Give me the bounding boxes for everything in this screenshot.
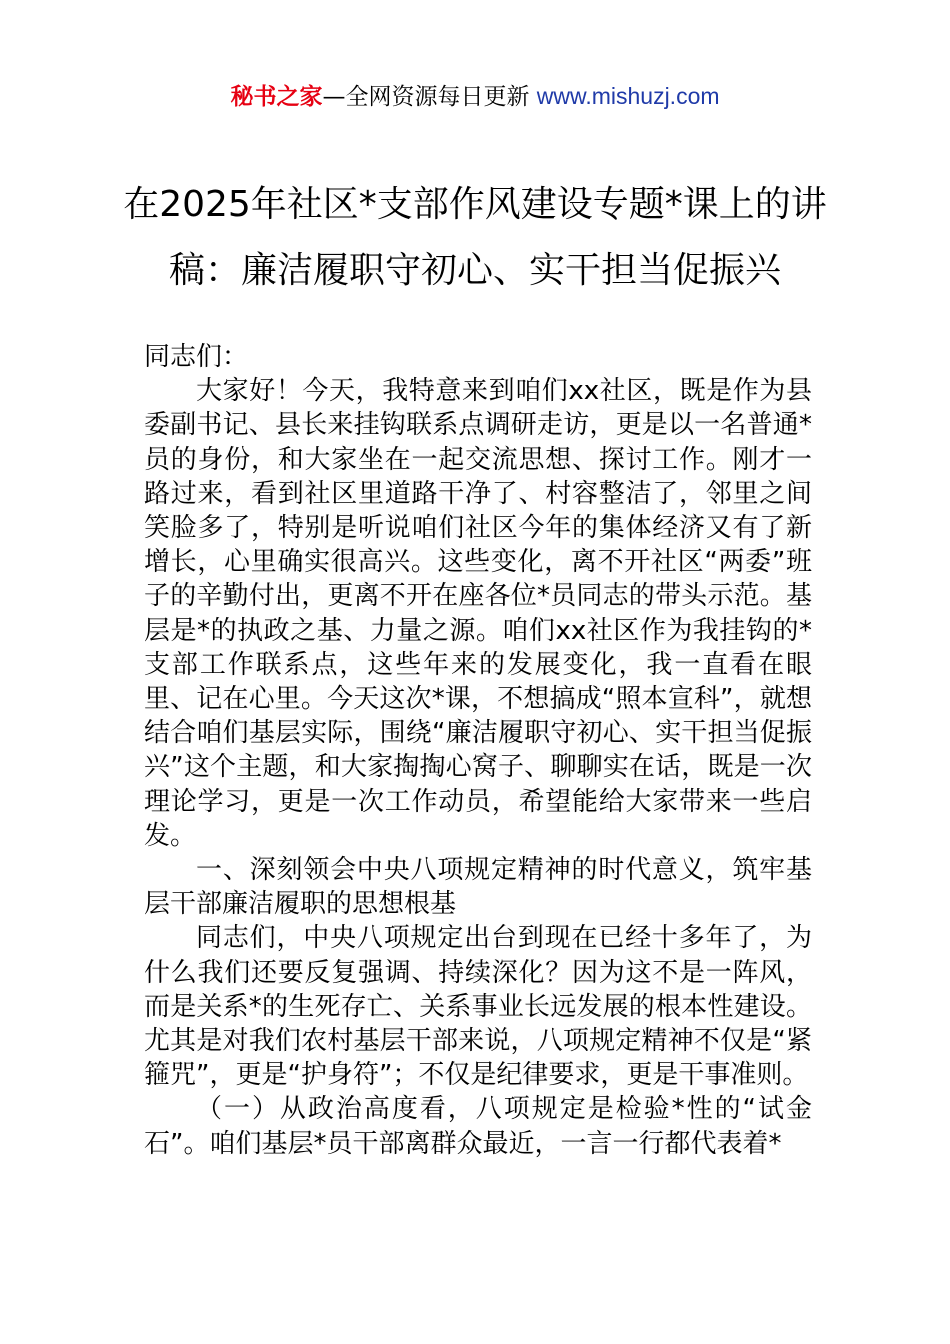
site-brand: 秘书之家 [230,84,323,110]
subsection-paragraph: （一）从政治高度看，八项规定是检验*性的“试金石”。咱们基层*员干部离群众最近，一言一行都代表着* [144,1094,812,1159]
document-body [144,340,812,1161]
body-paragraph: 大家好！今天，我特意来到咱们xx社区，既是作为县委副书记、县长来挂钩联系点调研走访，更是以一名普通*员的身份，和大家坐在一起交流思想、探讨工作。刚才一路过来，看到社区里道路干净了、村容整洁了，邻里之间笑脸多了，特别是听说咱们社区今年的集体经济又有了新增长，心里确实很高兴。这些变化，离不开社区“两委”班子的辛勤付出，更离不开在座各位*员同志的带头示范。基层是*的执政之基、力量之源。咱们xx社区作为我挂钩的*支部工作联系点，这些年来的发展变化，我一直看在眼里、记在心里。今天这次*课，不想搞成“照本宣科”，就想结合咱们基层实际，围绕“廉洁履职守初心、实干担当促振兴”这个主题，和大家掏掏心窝子、聊聊实在话，既是一次理论学习，更是一次工作动员，希望能给大家带来一些启发。 [144,376,812,851]
section-heading: 一、深刻领会中央八项规定精神的时代意义，筑牢基层干部廉洁履职的思想根基 [144,855,812,920]
site-header [0,80,950,113]
salutation: 同志们： [144,342,249,372]
site-tagline: —全网资源每日更新 [322,84,530,110]
document-title: 在2025年社区*支部作风建设专题*课上的讲稿：廉洁履职守初心、实干担当促振兴 [123,184,827,291]
site-url-link[interactable]: www.mishuzj.com [536,83,720,109]
body-paragraph: 同志们，中央八项规定出台到现在已经十多年了，为什么我们还要反复强调、持续深化？因为这不是一阵风，而是关系*的生死存亡、关系事业长远发展的根本性建设。尤其是对我们农村基层干部来说，八项规定精神不仅是“紧箍咒”，更是“护身符”；不仅是纪律要求，更是干事准则。 [144,923,812,1091]
